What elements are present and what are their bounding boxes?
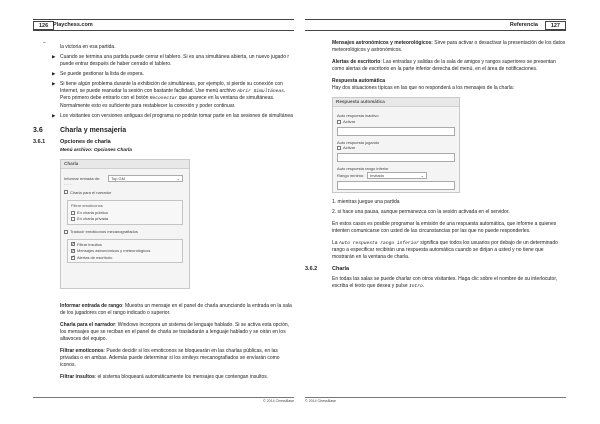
public-chat-checkbox[interactable]: En charla pública <box>71 210 179 216</box>
chat-options-screenshot: Charla Informar entrada de: Top GM ⌄ - - - - - Charla para el narrador Filtrar emoticonos En charla pública En charla privada Traducir emoticonos mecanografiados ✓ Filtrar insultos ✓ Mensajes astronómicos y meteorológicos ✓ Alertas de escritorio <box>60 159 190 289</box>
list-item: 1. mientras juegue una partida <box>332 199 400 205</box>
entry-rank-select[interactable]: Top GM ⌄ <box>108 175 183 182</box>
section-heading: 3.6 Charla y mensajería <box>33 126 127 134</box>
chevron-down-icon: ⌄ <box>176 176 180 182</box>
paragraph: Charla para el narrador: Windows incorpora un sistema de lenguaje hablado. Si se activa esta opción, los mensajes que se reciban en el panel de charla se trasladarán a lenguaje hablado y se oirán en los altavoces del equipo. <box>60 322 290 343</box>
left-footer: © 2014 ChessBase <box>33 397 294 404</box>
private-chat-checkbox[interactable]: En charla privada <box>71 216 179 222</box>
playing-activate-checkbox[interactable]: Activar <box>337 145 455 151</box>
paragraph: La Auto respuesta rango inferior significa que todos los usuarios por debajo de un determinado rango a especificar recibirán una respuesta automática cuando se dirijan a usted y no tiene que mostrarán en la ventana de charla. <box>332 240 558 261</box>
auto-reply-intro: Hay dos situaciones típicas en las que no responderá a los mensajes de la charla: <box>332 85 515 91</box>
inactive-reply-input[interactable] <box>337 127 455 136</box>
list-item: 2. si hace una pausa, aunque permanezca con la sesión activada en el servidor. <box>332 209 510 215</box>
right-header-title: Referencia <box>509 22 538 28</box>
dash-marker: – <box>43 40 46 46</box>
right-page-number: 127 <box>545 21 566 30</box>
dialog-title: Charla <box>61 160 189 169</box>
arrow-bullet-icon: ▶ <box>52 71 56 76</box>
inactive-activate-checkbox[interactable]: Activar <box>337 119 455 125</box>
paragraph: Filtrar insultos: el sistema bloqueará automáticamente los mensajes que contengan insultos. <box>60 374 269 381</box>
paragraph: Informar entrada de rango: Muestra un mensaje en el panel de charla anunciando la entrada en la sala de los jugadores con el rango indicado o superior. <box>60 303 292 317</box>
paragraph: Filtrar emoticonos: Puede decidir si los emoticonos se bloquearán en las charlas públicas, en las privadas o en ambas. Además puede determinar si los smileys mecanografiados se envíarán como iconos. <box>60 348 280 369</box>
narrator-checkbox[interactable]: Charla para el narrador <box>64 190 186 196</box>
list-item: ▶ Cuando se termina una partida puede cerrar el tablero. Si es una simultánea abierta, un nuevo jugado r puede entrar después de haber cerrado el tablero. <box>52 54 290 67</box>
arrow-bullet-icon: ▶ <box>52 54 56 59</box>
min-rank-select[interactable]: Invitado ⌄ <box>367 172 427 179</box>
chevron-down-icon: ⌄ <box>420 173 424 179</box>
left-header <box>33 19 294 31</box>
entry-row: Informar entrada de: Top GM ⌄ <box>64 175 186 182</box>
desktop-alerts-checkbox[interactable]: ✓ Alertas de escritorio <box>71 255 179 261</box>
right-header <box>305 19 566 31</box>
low-rank-reply-input[interactable] <box>337 181 455 190</box>
paragraph: Alertas de escritorio: Las entradas y salidas de la sala de amigos y rangos superiores se presentan como alertas de escritorio en la parte inferior derecha del menú, en el área de notificaciones. <box>332 59 556 72</box>
paragraph: Mensajes astronómicos y meteorológicos: Sirve para activar o desactivar la presentación de los datos meteorológicos y astronómicos. <box>332 40 566 53</box>
auto-reply-heading: Respuesta automática <box>332 78 386 84</box>
playing-reply-input[interactable] <box>337 153 455 162</box>
list-item: ▶ Se puede gestionar la lista de espera. <box>52 71 144 77</box>
menu-path: Menú archivo: Opciones Charla <box>60 148 132 154</box>
min-rank-row: Rango mínimo: Invitado ⌄ <box>337 172 455 179</box>
arrow-bullet-icon: ▶ <box>52 112 56 118</box>
left-header-title: Playchess.com <box>53 22 93 28</box>
auto-reply-screenshot: Respuesta automática Auto respuesta inactivo Activar Auto respuesta jugando Activar Auto respuesta rango inferior Rango mínimo: Invitado ⌄ <box>332 97 460 193</box>
paragraph: En todas las salas se puede charlar con otros visitantes. Haga clic sobre el nombre de su interlocutor, escriba el texto que desea y pulse Intro. <box>332 276 558 290</box>
emoticon-filter-group: Filtrar emoticonos En charla pública En charla privada <box>67 200 183 225</box>
translate-emoticons-checkbox[interactable]: Traducir emoticonos mecanografiados <box>64 229 186 235</box>
filters-group <box>67 239 183 264</box>
left-content <box>33 40 294 386</box>
bullet-list <box>33 54 294 120</box>
continuation-text: la victoria en esa partida. <box>60 44 116 50</box>
subsection-heading: 3.6.2 Charla <box>305 266 350 273</box>
list-item: ▶ Si tiene algún problema durante la exhibición de simultáneas, por ejemplo, si pierde su conexión con Internet, se puede reanudar la sesión con bastante facilidad. Use menú archivo Abrir Simultáneas. Pero primero debe entrarlo con el botón Reconectar que aparece en la ventana de simultáneas. Normalmente esto es suficiente para restablecer la conexión y poder continuar. <box>52 81 286 109</box>
insults-checkbox[interactable]: ✓ Filtrar insultos <box>71 242 179 248</box>
left-page-number: 126 <box>33 21 54 30</box>
arrow-bullet-icon: ▶ <box>52 81 56 86</box>
dialog-title: Respuesta automática <box>333 98 459 107</box>
right-content <box>305 40 566 296</box>
astro-messages-checkbox[interactable]: ✓ Mensajes astronómicos y meteorológicos <box>71 248 179 254</box>
right-page <box>300 0 600 424</box>
right-footer: © 2014 ChessBase <box>305 397 566 404</box>
list-item: ▶ Los visitantes con versiones antiguas del programa no podrán tomar parte en las sesiones de simultánea <box>52 112 293 119</box>
subsection-heading: 3.6.1 Opciones de charla <box>33 138 111 145</box>
paragraph: En estos casos es posible programar la emisión de una respuesta automática, que informe a quienes intenten comunicarse con usted de las circunstancias por las que no puede responderles. <box>332 221 557 234</box>
